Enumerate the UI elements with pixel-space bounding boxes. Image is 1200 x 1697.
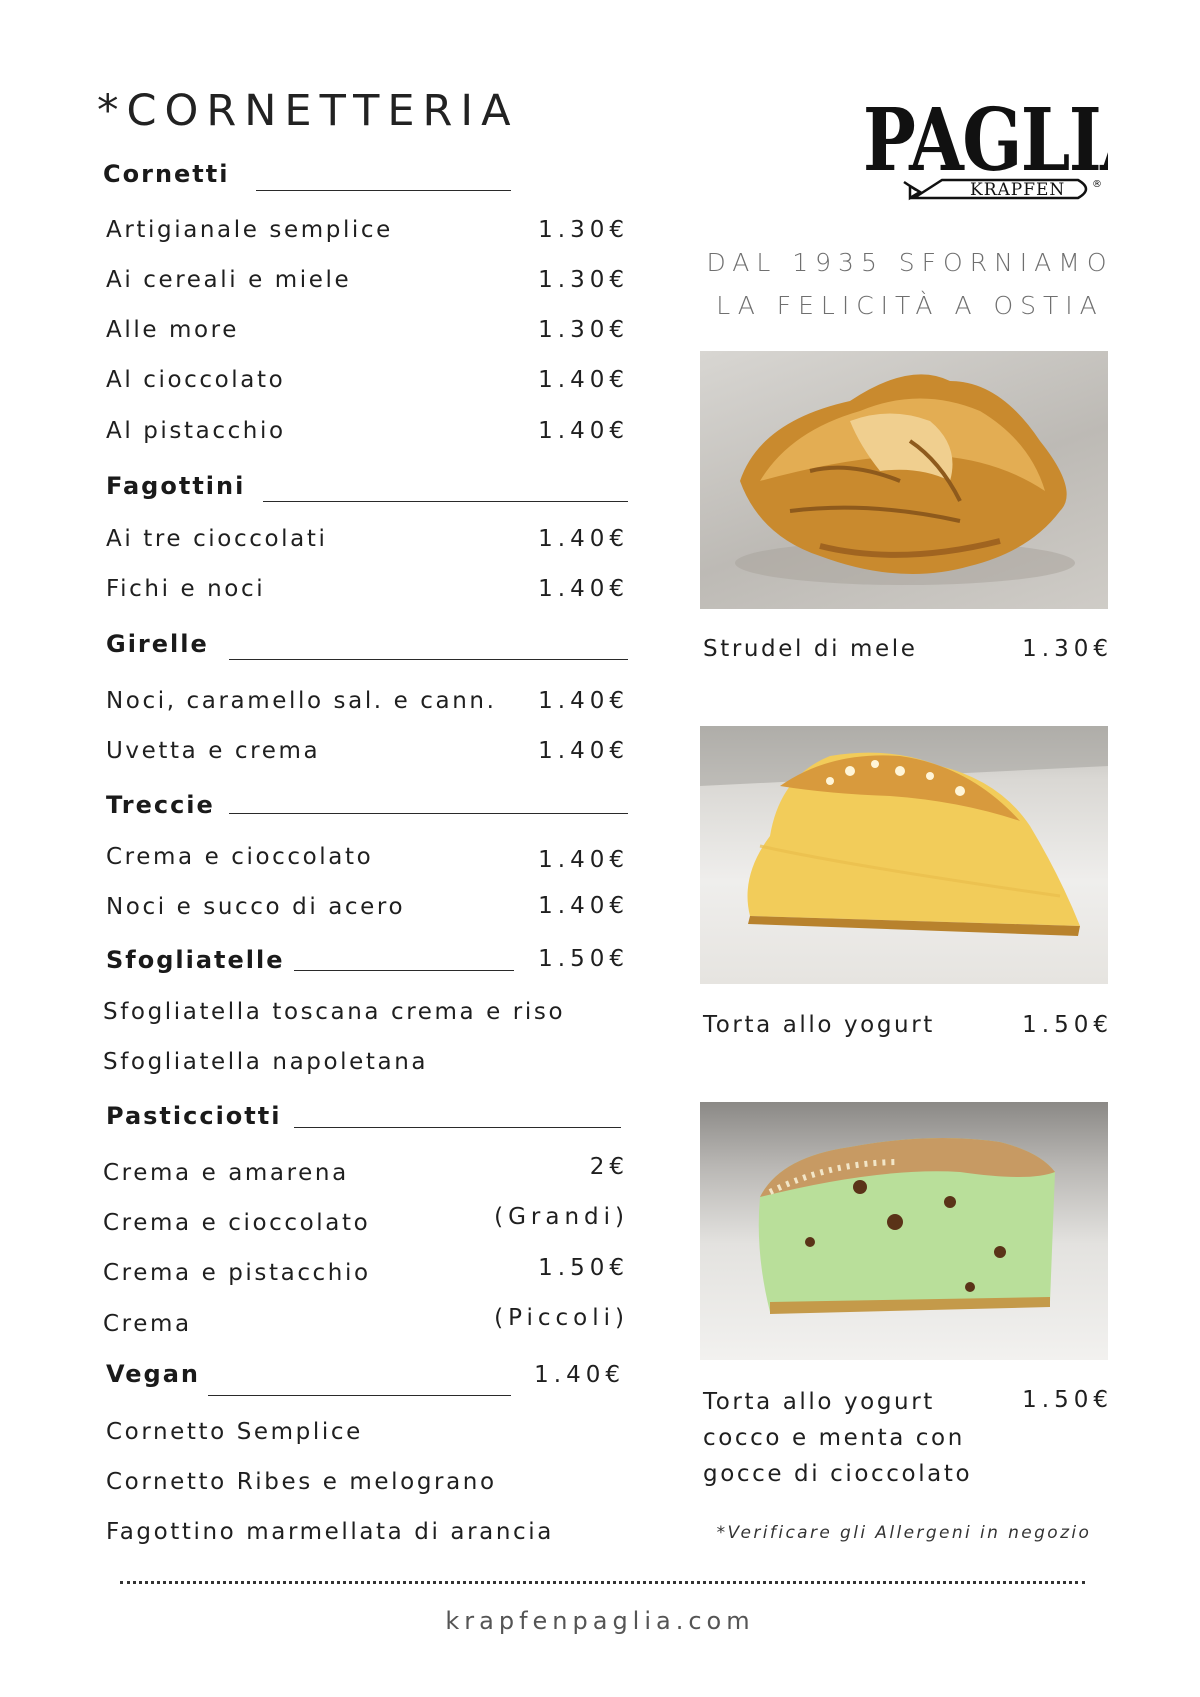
menu-item-price: (Grandi) [494, 1204, 629, 1230]
menu-item-price: 1.30€ [538, 317, 629, 343]
section-price: 1.50€ [538, 946, 629, 972]
section-divider [294, 970, 514, 971]
menu-item-name: Fagottino marmellata di arancia [106, 1519, 554, 1545]
menu-item-name: Al cioccolato [106, 367, 286, 393]
featured-item-name: Strudel di mele [703, 636, 918, 662]
section-title-pasticciotti: Pasticciotti [106, 1102, 282, 1130]
section-title-fagottini: Fagottini [106, 472, 246, 500]
section-divider [294, 1127, 621, 1128]
menu-item-name: Crema e amarena [103, 1160, 349, 1186]
menu-item-price: (Piccoli) [494, 1305, 629, 1331]
section-title-girelle: Girelle [106, 630, 209, 658]
menu-item-name: Al pistacchio [106, 418, 286, 444]
section-title-vegan: Vegan [106, 1360, 200, 1388]
menu-item-price: 1.40€ [538, 893, 629, 919]
brand-logo [858, 84, 1108, 214]
menu-item-price: 1.50€ [538, 1255, 629, 1281]
menu-item-price: 1.40€ [538, 367, 629, 393]
page-title: *CORNETTERIA [97, 86, 519, 136]
menu-item-name: Ai tre cioccolati [106, 526, 328, 552]
menu-item-name: Crema [103, 1311, 192, 1337]
section-divider [208, 1395, 511, 1396]
dish-photo-yogurt-cake [700, 726, 1108, 984]
logo-registered-mark: ® [1092, 179, 1102, 190]
section-divider [256, 190, 511, 191]
menu-item-name: Crema e pistacchio [103, 1260, 371, 1286]
menu-item-price: 1.40€ [538, 738, 629, 764]
dish-photo-coconut-mint-cake [700, 1102, 1108, 1360]
featured-item-name: Torta allo yogurt [703, 1012, 935, 1038]
menu-item-price: 1.40€ [538, 847, 629, 873]
featured-item-price: 1.50€ [1022, 1387, 1113, 1413]
featured-item-name-line: gocce di cioccolato [703, 1461, 973, 1487]
menu-item-name: Crema e cioccolato [106, 844, 374, 870]
section-divider [229, 659, 628, 660]
section-divider [263, 501, 628, 502]
menu-item-price: 1.40€ [538, 526, 629, 552]
menu-item-price: 2€ [589, 1154, 629, 1180]
section-price: 1.40€ [534, 1362, 625, 1388]
tagline-line-2: LA FELICITÀ A OSTIA [716, 291, 1104, 320]
logo-wordmark: PAGLI [862, 89, 1101, 191]
featured-item-price: 1.30€ [1022, 636, 1113, 662]
menu-item-price: 1.40€ [538, 418, 629, 444]
featured-item-price: 1.50€ [1022, 1012, 1113, 1038]
menu-item-price: 1.40€ [538, 688, 629, 714]
menu-item-price: 1.40€ [538, 576, 629, 602]
menu-item-name: Sfogliatella toscana crema e riso [103, 999, 566, 1025]
section-divider [229, 813, 628, 814]
menu-item-name: Artigianale semplice [106, 217, 393, 243]
menu-item-name: Noci, caramello sal. e cann. [106, 688, 497, 714]
website-link[interactable]: krapfenpaglia.com [445, 1607, 755, 1635]
dish-photo-strudel [700, 351, 1108, 609]
menu-item-name: Uvetta e crema [106, 738, 321, 764]
menu-item-name: Ai cereali e miele [106, 267, 352, 293]
menu-item-name: Cornetto Ribes e melograno [106, 1469, 497, 1495]
menu-item-name: Cornetto Semplice [106, 1419, 363, 1445]
featured-item-name-line: Torta allo yogurt [703, 1389, 935, 1415]
allergens-note: *Verificare gli Allergeni in negozio [716, 1523, 1092, 1543]
menu-item-price: 1.30€ [538, 217, 629, 243]
section-title-sfogliatelle: Sfogliatelle [106, 946, 285, 974]
section-title-cornetti: Cornetti [103, 160, 230, 188]
tagline-line-1: DAL 1935 SFORNIAMO [706, 248, 1114, 277]
menu-item-name: Alle more [106, 317, 239, 343]
section-title-treccie: Treccie [106, 791, 215, 819]
logo-subtitle: KRAPFEN [970, 180, 1066, 200]
menu-item-name: Noci e succo di acero [106, 894, 406, 920]
footer-divider [120, 1581, 1085, 1584]
menu-item-name: Sfogliatella napoletana [103, 1049, 429, 1075]
menu-item-price: 1.30€ [538, 267, 629, 293]
menu-item-name: Crema e cioccolato [103, 1210, 371, 1236]
menu-item-name: Fichi e noci [106, 576, 266, 602]
featured-item-name-line: cocco e menta con [703, 1425, 965, 1451]
